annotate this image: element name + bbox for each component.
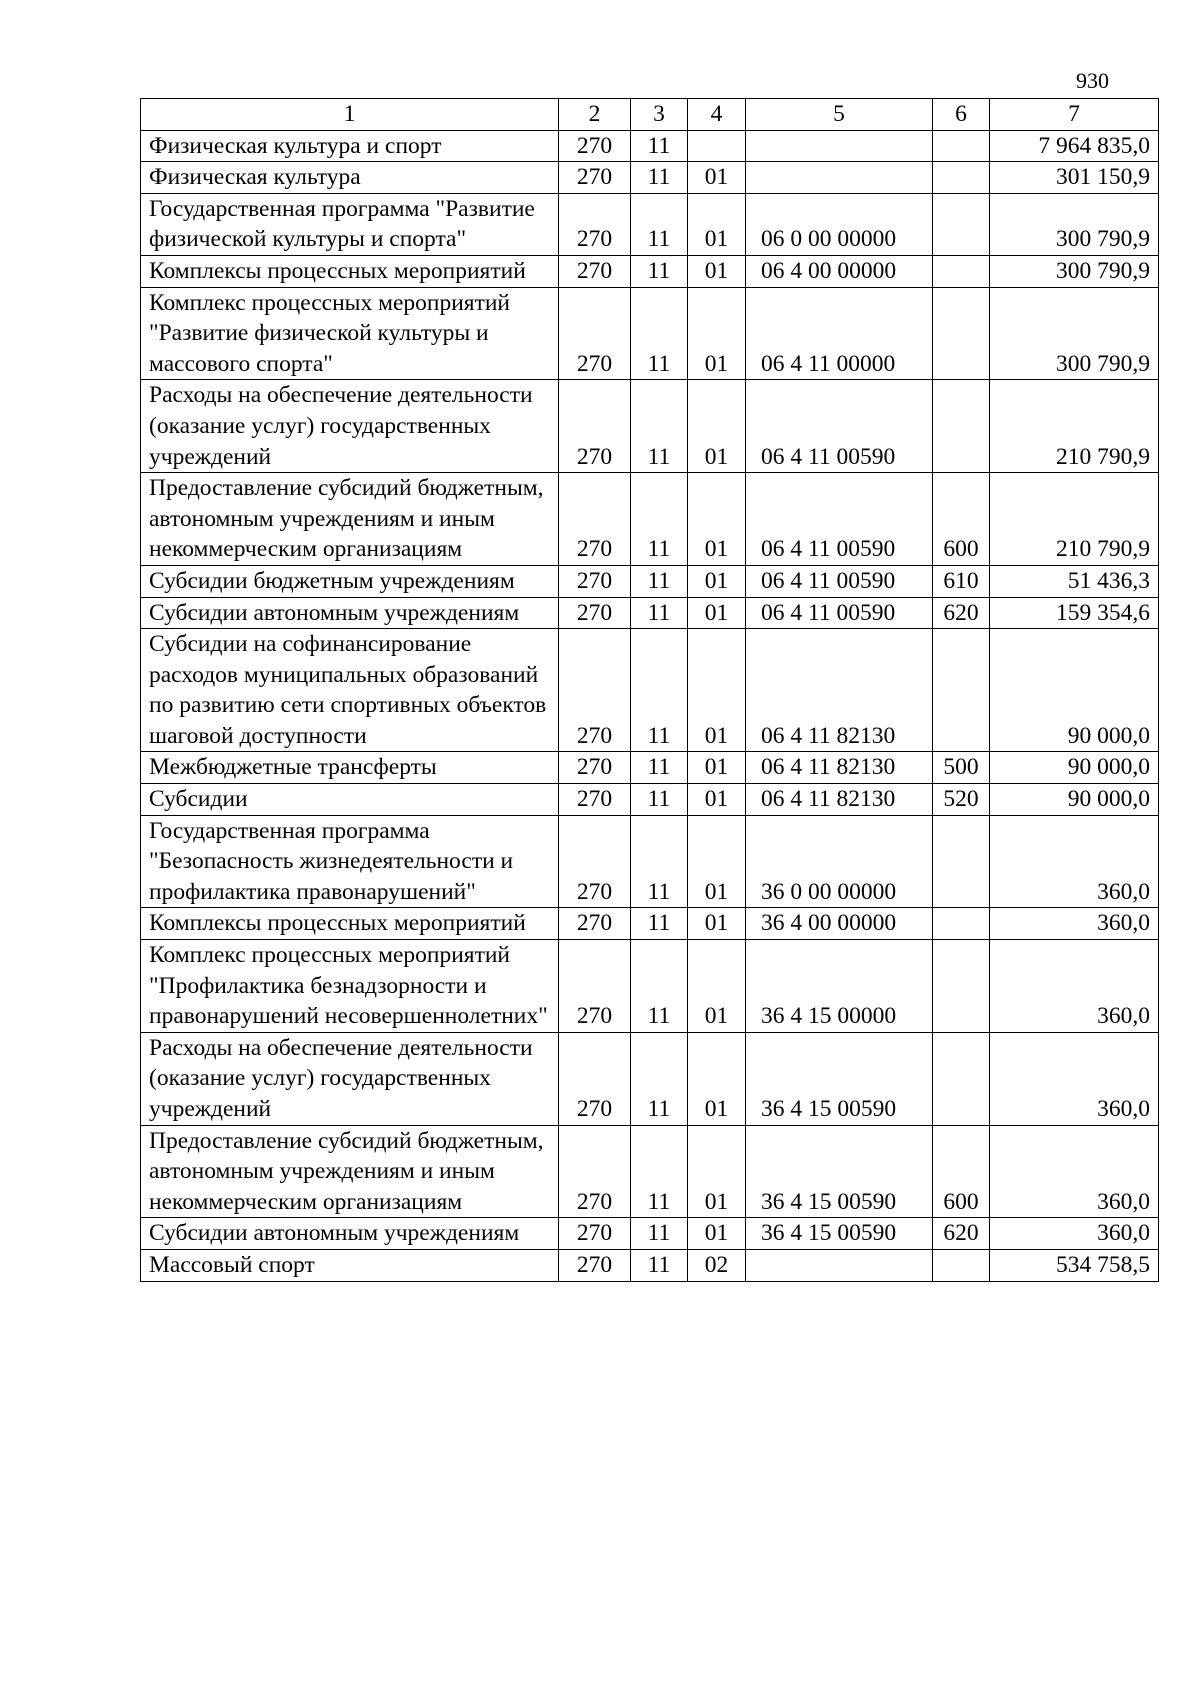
section-cell: 11	[631, 940, 688, 1033]
header-cell: 2	[559, 99, 631, 131]
table-row	[141, 193, 1159, 255]
ministry-code-cell: 270	[559, 597, 631, 629]
table-row	[141, 130, 1159, 162]
subsection-cell: 01	[688, 752, 746, 784]
amount-cell: 360,0	[990, 1125, 1159, 1218]
ministry-code-cell: 270	[559, 1032, 631, 1125]
expense-type-cell: 610	[933, 565, 990, 597]
expense-type-cell	[933, 1249, 990, 1281]
target-article-cell	[746, 162, 933, 194]
section-cell: 11	[631, 565, 688, 597]
ministry-code-cell: 270	[559, 815, 631, 908]
ministry-code-cell: 270	[559, 1125, 631, 1218]
expense-type-cell	[933, 130, 990, 162]
expense-type-cell	[933, 908, 990, 940]
target-article-cell: 06 4 11 00590	[746, 597, 933, 629]
table-row	[141, 752, 1159, 784]
amount-cell: 7 964 835,0	[990, 130, 1159, 162]
item-name-cell: Расходы на обеспечение деятельности (оказание услуг) государственных учреждений	[141, 1032, 559, 1125]
target-article-cell: 06 4 11 00590	[746, 380, 933, 473]
item-name-cell: Межбюджетные трансферты	[141, 752, 559, 784]
header-cell: 1	[141, 99, 559, 131]
ministry-code-cell: 270	[559, 380, 631, 473]
item-name-cell: Физическая культура и спорт	[141, 130, 559, 162]
amount-cell: 300 790,9	[990, 193, 1159, 255]
table-row	[141, 940, 1159, 1033]
item-name-cell: Субсидии	[141, 784, 559, 816]
header-cell: 7	[990, 99, 1159, 131]
expense-type-cell: 520	[933, 784, 990, 816]
section-cell: 11	[631, 162, 688, 194]
subsection-cell: 01	[688, 1032, 746, 1125]
section-cell: 11	[631, 473, 688, 566]
amount-cell: 360,0	[990, 815, 1159, 908]
expense-type-cell: 620	[933, 597, 990, 629]
ministry-code-cell: 270	[559, 784, 631, 816]
amount-cell: 159 354,6	[990, 597, 1159, 629]
section-cell: 11	[631, 1218, 688, 1250]
section-cell: 11	[631, 784, 688, 816]
section-cell: 11	[631, 629, 688, 752]
subsection-cell	[688, 130, 746, 162]
ministry-code-cell: 270	[559, 287, 631, 380]
expense-type-cell	[933, 380, 990, 473]
subsection-cell: 01	[688, 940, 746, 1033]
expense-type-cell: 500	[933, 752, 990, 784]
subsection-cell: 01	[688, 255, 746, 287]
table-body	[141, 99, 1159, 1282]
amount-cell: 534 758,5	[990, 1249, 1159, 1281]
item-name-cell: Комплексы процессных мероприятий	[141, 255, 559, 287]
subsection-cell: 02	[688, 1249, 746, 1281]
expense-type-cell: 600	[933, 1125, 990, 1218]
target-article-cell: 36 4 15 00590	[746, 1032, 933, 1125]
subsection-cell: 01	[688, 1218, 746, 1250]
ministry-code-cell: 270	[559, 162, 631, 194]
section-cell: 11	[631, 815, 688, 908]
section-cell: 11	[631, 752, 688, 784]
subsection-cell: 01	[688, 287, 746, 380]
table-row	[141, 162, 1159, 194]
subsection-cell: 01	[688, 193, 746, 255]
amount-cell: 51 436,3	[990, 565, 1159, 597]
expense-type-cell: 600	[933, 473, 990, 566]
amount-cell: 90 000,0	[990, 752, 1159, 784]
table-row	[141, 255, 1159, 287]
expense-type-cell: 620	[933, 1218, 990, 1250]
table-row	[141, 1032, 1159, 1125]
item-name-cell: Государственная программа "Безопасность жизнедеятельности и профилактика правонарушений"	[141, 815, 559, 908]
subsection-cell: 01	[688, 597, 746, 629]
section-cell: 11	[631, 380, 688, 473]
budget-table	[140, 98, 1159, 1282]
expense-type-cell	[933, 629, 990, 752]
item-name-cell: Массовый спорт	[141, 1249, 559, 1281]
item-name-cell: Субсидии на софинансирование расходов муниципальных образований по развитию сети спортивных объектов шаговой доступности	[141, 629, 559, 752]
amount-cell: 90 000,0	[990, 629, 1159, 752]
table-row	[141, 1218, 1159, 1250]
ministry-code-cell: 270	[559, 629, 631, 752]
expense-type-cell	[933, 815, 990, 908]
amount-cell: 360,0	[990, 1032, 1159, 1125]
header-row	[141, 99, 1159, 131]
table-row	[141, 629, 1159, 752]
target-article-cell: 06 4 11 82130	[746, 784, 933, 816]
table-row	[141, 565, 1159, 597]
item-name-cell: Расходы на обеспечение деятельности (оказание услуг) государственных учреждений	[141, 380, 559, 473]
amount-cell: 210 790,9	[990, 380, 1159, 473]
table-row	[141, 908, 1159, 940]
amount-cell: 301 150,9	[990, 162, 1159, 194]
ministry-code-cell: 270	[559, 908, 631, 940]
subsection-cell: 01	[688, 784, 746, 816]
table-row	[141, 1249, 1159, 1281]
target-article-cell: 06 4 11 82130	[746, 629, 933, 752]
ministry-code-cell: 270	[559, 193, 631, 255]
target-article-cell: 06 0 00 00000	[746, 193, 933, 255]
header-cell: 5	[746, 99, 933, 131]
target-article-cell: 36 0 00 00000	[746, 815, 933, 908]
amount-cell: 360,0	[990, 940, 1159, 1033]
item-name-cell: Комплекс процессных мероприятий "Развитие физической культуры и массового спорта"	[141, 287, 559, 380]
section-cell: 11	[631, 1032, 688, 1125]
expense-type-cell	[933, 193, 990, 255]
table-row	[141, 1125, 1159, 1218]
item-name-cell: Комплексы процессных мероприятий	[141, 908, 559, 940]
item-name-cell: Субсидии бюджетным учреждениям	[141, 565, 559, 597]
subsection-cell: 01	[688, 380, 746, 473]
amount-cell: 210 790,9	[990, 473, 1159, 566]
amount-cell: 90 000,0	[990, 784, 1159, 816]
ministry-code-cell: 270	[559, 130, 631, 162]
expense-type-cell	[933, 162, 990, 194]
subsection-cell: 01	[688, 1125, 746, 1218]
ministry-code-cell: 270	[559, 565, 631, 597]
section-cell: 11	[631, 287, 688, 380]
table-row	[141, 815, 1159, 908]
subsection-cell: 01	[688, 815, 746, 908]
item-name-cell: Государственная программа "Развитие физической культуры и спорта"	[141, 193, 559, 255]
table-row	[141, 784, 1159, 816]
section-cell: 11	[631, 1125, 688, 1218]
target-article-cell: 06 4 11 00590	[746, 565, 933, 597]
subsection-cell: 01	[688, 629, 746, 752]
page-number: 930	[1076, 68, 1109, 93]
subsection-cell: 01	[688, 908, 746, 940]
section-cell: 11	[631, 908, 688, 940]
section-cell: 11	[631, 130, 688, 162]
ministry-code-cell: 270	[559, 255, 631, 287]
section-cell: 11	[631, 255, 688, 287]
amount-cell: 360,0	[990, 908, 1159, 940]
item-name-cell: Комплекс процессных мероприятий "Профилактика безнадзорности и правонарушений несовершеннолетних"	[141, 940, 559, 1033]
ministry-code-cell: 270	[559, 473, 631, 566]
target-article-cell: 36 4 15 00590	[746, 1125, 933, 1218]
subsection-cell: 01	[688, 162, 746, 194]
expense-type-cell	[933, 255, 990, 287]
section-cell: 11	[631, 597, 688, 629]
table-row	[141, 380, 1159, 473]
section-cell: 11	[631, 193, 688, 255]
ministry-code-cell: 270	[559, 1249, 631, 1281]
expense-type-cell	[933, 287, 990, 380]
subsection-cell: 01	[688, 565, 746, 597]
item-name-cell: Предоставление субсидий бюджетным, автономным учреждениям и иным некоммерческим организациям	[141, 473, 559, 566]
ministry-code-cell: 270	[559, 1218, 631, 1250]
item-name-cell: Субсидии автономным учреждениям	[141, 597, 559, 629]
ministry-code-cell: 270	[559, 940, 631, 1033]
table-row	[141, 287, 1159, 380]
target-article-cell: 06 4 11 00590	[746, 473, 933, 566]
target-article-cell: 36 4 15 00000	[746, 940, 933, 1033]
target-article-cell	[746, 130, 933, 162]
amount-cell: 300 790,9	[990, 255, 1159, 287]
target-article-cell: 36 4 15 00590	[746, 1218, 933, 1250]
item-name-cell: Физическая культура	[141, 162, 559, 194]
target-article-cell: 06 4 00 00000	[746, 255, 933, 287]
section-cell: 11	[631, 1249, 688, 1281]
target-article-cell	[746, 1249, 933, 1281]
target-article-cell: 06 4 11 82130	[746, 752, 933, 784]
header-cell: 3	[631, 99, 688, 131]
item-name-cell: Субсидии автономным учреждениям	[141, 1218, 559, 1250]
amount-cell: 300 790,9	[990, 287, 1159, 380]
table-row	[141, 473, 1159, 566]
header-cell: 4	[688, 99, 746, 131]
target-article-cell: 36 4 00 00000	[746, 908, 933, 940]
expense-type-cell	[933, 1032, 990, 1125]
expense-type-cell	[933, 940, 990, 1033]
table-row	[141, 597, 1159, 629]
amount-cell: 360,0	[990, 1218, 1159, 1250]
item-name-cell: Предоставление субсидий бюджетным, автономным учреждениям и иным некоммерческим организациям	[141, 1125, 559, 1218]
ministry-code-cell: 270	[559, 752, 631, 784]
target-article-cell: 06 4 11 00000	[746, 287, 933, 380]
subsection-cell: 01	[688, 473, 746, 566]
header-cell: 6	[933, 99, 990, 131]
